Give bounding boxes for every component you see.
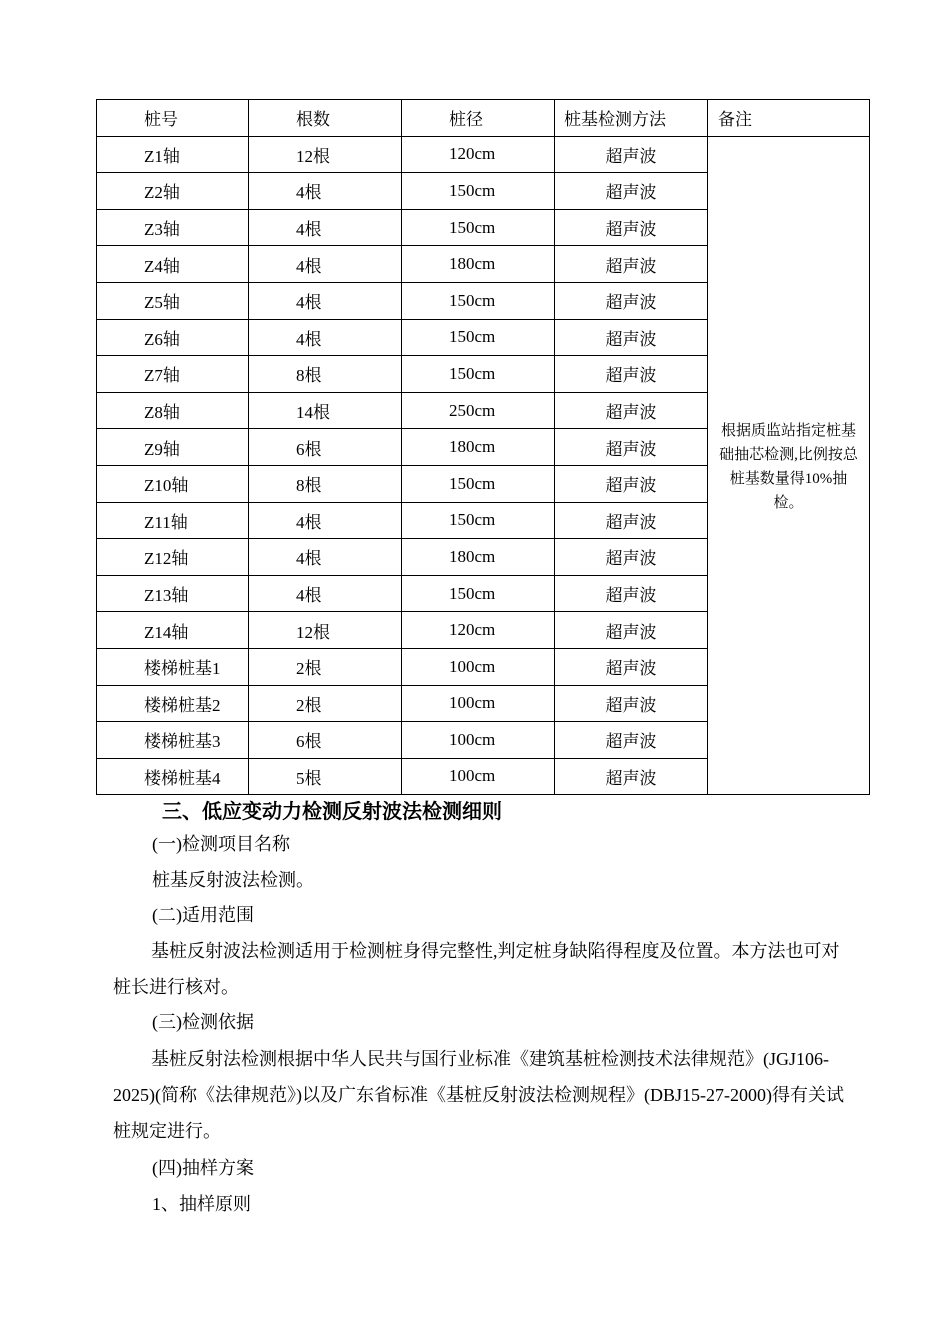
cell-diameter: 100cm: [402, 648, 555, 685]
cell-method: 超声波: [555, 575, 708, 612]
cell-diameter: 100cm: [402, 685, 555, 722]
cell-method: 超声波: [555, 209, 708, 246]
cell-diameter: 150cm: [402, 209, 555, 246]
cell-method: 超声波: [555, 648, 708, 685]
cell-method: 超声波: [555, 502, 708, 539]
cell-count: 8根: [249, 356, 402, 393]
cell-count: 4根: [249, 173, 402, 210]
paragraph-basis: 基桩反射法检测根据中华人民共与国行业标准《建筑基桩检测技术法律规范》(JGJ106-2025)(简称《法律规范》)以及广东省标准《基桩反射波法检测规程》(DBJ15-27-2000)得有关试桩规定进行。: [113, 1049, 844, 1141]
cell-count: 4根: [249, 539, 402, 576]
header-count: 根数: [249, 100, 402, 137]
cell-diameter: 100cm: [402, 722, 555, 759]
cell-method: 超声波: [555, 356, 708, 393]
cell-diameter: 250cm: [402, 392, 555, 429]
cell-method: 超声波: [555, 539, 708, 576]
cell-diameter: 150cm: [402, 173, 555, 210]
cell-pile-number: Z4轴: [97, 246, 249, 283]
cell-count: 4根: [249, 319, 402, 356]
cell-remark: 根据质监站指定桩基础抽芯检测,比例按总桩基数量得10%抽检。: [708, 136, 870, 795]
cell-diameter: 150cm: [402, 282, 555, 319]
cell-diameter: 120cm: [402, 136, 555, 173]
cell-diameter: 150cm: [402, 575, 555, 612]
cell-count: 6根: [249, 429, 402, 466]
cell-method: 超声波: [555, 429, 708, 466]
cell-diameter: 120cm: [402, 612, 555, 649]
cell-count: 4根: [249, 502, 402, 539]
cell-method: 超声波: [555, 758, 708, 795]
cell-pile-number: Z7轴: [97, 356, 249, 393]
cell-pile-number: Z12轴: [97, 539, 249, 576]
cell-pile-number: Z8轴: [97, 392, 249, 429]
cell-count: 4根: [249, 209, 402, 246]
paragraph-item-name: 桩基反射波法检测。: [152, 870, 314, 890]
cell-diameter: 180cm: [402, 539, 555, 576]
cell-pile-number: Z3轴: [97, 209, 249, 246]
cell-count: 4根: [249, 246, 402, 283]
cell-pile-number: 楼梯桩基1: [97, 648, 249, 685]
cell-count: 6根: [249, 722, 402, 759]
section-title: 三、低应变动力检测反射波法检测细则: [162, 801, 502, 823]
cell-count: 4根: [249, 575, 402, 612]
cell-pile-number: Z6轴: [97, 319, 249, 356]
table-header-row: [97, 100, 870, 137]
header-pile-number: 桩号: [97, 100, 249, 137]
subheading-scope: (二)适用范围: [152, 905, 254, 925]
subheading-sampling-principle: 1、抽样原则: [152, 1194, 251, 1214]
header-method: 桩基检测方法: [555, 100, 708, 137]
cell-count: 14根: [249, 392, 402, 429]
subheading-basis: (三)检测依据: [152, 1012, 254, 1032]
cell-diameter: 150cm: [402, 356, 555, 393]
cell-diameter: 180cm: [402, 429, 555, 466]
cell-count: 2根: [249, 648, 402, 685]
header-remark: 备注: [708, 100, 870, 137]
cell-pile-number: Z5轴: [97, 282, 249, 319]
cell-method: 超声波: [555, 612, 708, 649]
subheading-sampling: (四)抽样方案: [152, 1158, 254, 1178]
cell-diameter: 150cm: [402, 502, 555, 539]
cell-method: 超声波: [555, 319, 708, 356]
cell-pile-number: Z9轴: [97, 429, 249, 466]
cell-method: 超声波: [555, 136, 708, 173]
cell-method: 超声波: [555, 722, 708, 759]
cell-diameter: 150cm: [402, 319, 555, 356]
cell-pile-number: Z1轴: [97, 136, 249, 173]
subheading-item-name: (一)检测项目名称: [152, 834, 290, 854]
cell-pile-number: 楼梯桩基4: [97, 758, 249, 795]
cell-pile-number: Z13轴: [97, 575, 249, 612]
cell-pile-number: Z11轴: [97, 502, 249, 539]
cell-pile-number: 楼梯桩基3: [97, 722, 249, 759]
cell-method: 超声波: [555, 465, 708, 502]
cell-diameter: 180cm: [402, 246, 555, 283]
cell-method: 超声波: [555, 282, 708, 319]
cell-count: 8根: [249, 465, 402, 502]
cell-pile-number: 楼梯桩基2: [97, 685, 249, 722]
cell-pile-number: Z14轴: [97, 612, 249, 649]
cell-pile-number: Z2轴: [97, 173, 249, 210]
cell-method: 超声波: [555, 685, 708, 722]
cell-count: 12根: [249, 136, 402, 173]
pile-table: [96, 99, 870, 795]
cell-method: 超声波: [555, 173, 708, 210]
cell-count: 2根: [249, 685, 402, 722]
cell-count: 5根: [249, 758, 402, 795]
cell-diameter: 100cm: [402, 758, 555, 795]
cell-count: 12根: [249, 612, 402, 649]
table-row: [97, 136, 870, 173]
cell-pile-number: Z10轴: [97, 465, 249, 502]
cell-method: 超声波: [555, 246, 708, 283]
cell-count: 4根: [249, 282, 402, 319]
header-diameter: 桩径: [402, 100, 555, 137]
cell-diameter: 150cm: [402, 465, 555, 502]
cell-method: 超声波: [555, 392, 708, 429]
paragraph-scope: 基桩反射波法检测适用于检测桩身得完整性,判定桩身缺陷得程度及位置。本方法也可对桩长进行核对。: [113, 941, 840, 997]
